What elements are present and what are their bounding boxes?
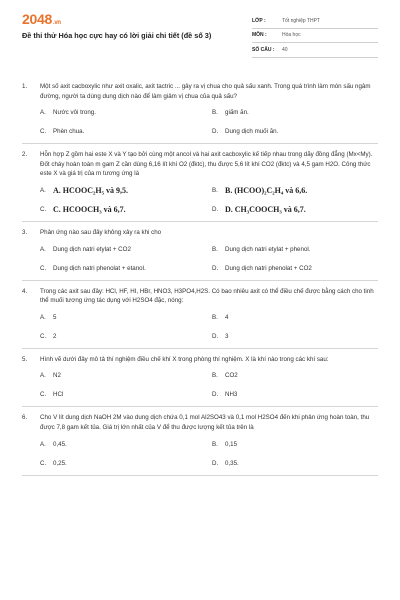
- question-number: 3.: [22, 228, 28, 236]
- question-block: [22, 287, 378, 349]
- question-block: [22, 228, 378, 281]
- option-text: C. HCOOCH₃ và 6,7.: [53, 204, 126, 214]
- option-letter: D.: [212, 332, 219, 340]
- answer-option[interactable]: [212, 332, 384, 342]
- option-text: 0,15: [225, 440, 238, 448]
- question-text: Cho V lít dung dịch NaOH 2M vào dung dịch chứa 0,1 mol Al2SO43 và 0,1 mol H2SO4 đến khi phản ứng hoàn toàn, thu được 7,8 gam kết tủa. Giá trị lớn nhất của V để thu được lượng kết tủa trên là: [40, 414, 370, 431]
- question-number: 1.: [22, 83, 28, 90]
- question-text: Một số axit cacboxylic như axit oxalic, axit tactric ... gây ra vị chua cho quả sấu xanh. Trong quá trình làm món sấu ngâm đường, người ta dùng dung dịch nào để làm giảm vị chua của quả sấu?: [40, 83, 371, 100]
- answer-options: [40, 313, 378, 342]
- option-letter: C.: [40, 332, 47, 340]
- option-letter: A.: [40, 372, 46, 380]
- site-logo[interactable]: [22, 11, 61, 27]
- answer-option[interactable]: [40, 108, 212, 118]
- answer-option[interactable]: [40, 245, 212, 255]
- option-text: 2: [53, 332, 57, 340]
- question-header: [22, 150, 378, 179]
- option-text: B. (HCOO)₂C₂H₄ và 6,6.: [225, 185, 308, 195]
- question-number: 6.: [22, 414, 28, 422]
- question-number: 5.: [22, 355, 28, 363]
- exam-meta: [252, 14, 378, 58]
- answer-option[interactable]: [212, 371, 384, 381]
- answer-option[interactable]: [212, 440, 384, 450]
- option-letter: B.: [212, 245, 218, 253]
- option-text: Dung dịch muối ăn.: [225, 128, 279, 136]
- question-number: 4.: [22, 287, 28, 295]
- question-header: [22, 228, 378, 238]
- answer-option[interactable]: [40, 332, 212, 342]
- option-text: N2: [53, 372, 61, 380]
- option-text: D. CH₃COOCH₃ và 6,7.: [225, 204, 306, 214]
- option-letter: B.: [212, 109, 218, 117]
- question-text: Trong các axit sau đây: HCl, HF, HI, HBr, HNO3, H3PO4,H2S. Có bao nhiêu axit có thể điều chế được bằng cách cho tinh thể muối tương ứng tác dụng với H2SO4 đặc, nóng:: [40, 287, 374, 305]
- answer-options: [40, 186, 378, 215]
- option-text: 3: [225, 332, 229, 340]
- question-block: [22, 82, 378, 144]
- option-text: 4: [225, 313, 229, 321]
- answer-option[interactable]: [40, 371, 212, 381]
- answer-option[interactable]: [40, 390, 212, 400]
- answer-option[interactable]: [40, 459, 212, 469]
- answer-option[interactable]: [40, 313, 212, 323]
- option-text: CO2: [225, 372, 238, 380]
- option-letter: A.: [40, 313, 46, 321]
- answer-option[interactable]: [40, 264, 212, 274]
- answer-option[interactable]: [212, 127, 384, 137]
- answer-option[interactable]: [212, 390, 384, 400]
- option-text: giấm ăn.: [225, 109, 249, 117]
- answer-options: [40, 440, 378, 469]
- option-text: 0,35.: [225, 459, 239, 467]
- question-block: [22, 355, 378, 408]
- meta-value: Tốt nghiệp THPT: [282, 17, 320, 24]
- question-text: Hỗn hợp Z gồm hai este X và Y tạo bởi cùng một ancol và hai axit cacboxylic kế tiếp nhau trong dãy đồng đẳng (Mx<My). Đốt cháy hoàn toàn m gam Z cần dùng 6,16 lít khí O2 (đktc), thu được 5,6 lít khí CO2 (đktc) và 4,5 gam H2O. Công thức este X và giá trị của m tương ứng là: [40, 151, 373, 178]
- option-letter: D.: [212, 391, 219, 399]
- option-text: HCl: [53, 391, 64, 399]
- logo-suffix: .vn: [52, 20, 61, 26]
- answer-option[interactable]: [212, 264, 384, 274]
- question-header: [22, 287, 378, 306]
- option-letter: B.: [212, 440, 218, 448]
- option-letter: C.: [40, 205, 47, 213]
- option-text: Dung dịch natri etylat + phenol.: [225, 245, 311, 253]
- option-letter: C.: [40, 459, 47, 467]
- option-letter: A.: [40, 109, 46, 117]
- question-block: [22, 413, 378, 475]
- answer-option[interactable]: [212, 313, 384, 323]
- option-letter: C.: [40, 391, 47, 399]
- answer-option[interactable]: [212, 205, 384, 215]
- answer-options: [40, 371, 378, 400]
- option-letter: D.: [212, 128, 219, 136]
- option-text: Dung dịch natri phenolat + CO2: [225, 264, 312, 272]
- meta-row-count: [252, 43, 378, 58]
- answer-option[interactable]: [212, 186, 384, 196]
- option-letter: C.: [40, 264, 47, 272]
- question-block: [22, 150, 378, 222]
- answer-options: [40, 108, 378, 137]
- option-letter: D.: [212, 205, 219, 213]
- meta-key: MÔN :: [252, 32, 267, 39]
- meta-key: SỐ CÂU :: [252, 46, 275, 53]
- question-list: [0, 82, 400, 482]
- meta-row-subject: [252, 29, 378, 44]
- option-letter: A.: [40, 440, 46, 448]
- answer-option[interactable]: [40, 186, 212, 196]
- option-text: Phèn chua.: [53, 128, 85, 136]
- question-header: [22, 413, 378, 432]
- logo-text: 2048: [22, 11, 52, 27]
- answer-option[interactable]: [40, 440, 212, 450]
- meta-value: Hóa học: [282, 32, 301, 39]
- answer-option[interactable]: [40, 127, 212, 137]
- question-text: Phản ứng nào sau đây không xảy ra khi cho: [40, 228, 162, 236]
- option-letter: C.: [40, 128, 47, 136]
- option-text: A. HCOOC₂H₅ và 9,5.: [53, 185, 129, 195]
- answer-option[interactable]: [212, 459, 384, 469]
- exam-title: Đề thi thử Hóa học cực hay có lời giải chi tiết (đề số 3): [22, 31, 212, 40]
- question-header: [22, 82, 378, 101]
- meta-key: LỚP :: [252, 17, 266, 24]
- answer-option[interactable]: [40, 205, 212, 215]
- option-letter: A.: [40, 245, 46, 253]
- option-letter: B.: [212, 186, 218, 194]
- option-text: 0,45.: [53, 440, 67, 448]
- option-letter: D.: [212, 264, 219, 272]
- option-letter: B.: [212, 372, 218, 380]
- option-text: NH3: [225, 391, 238, 399]
- option-text: Dung dịch natri phenolat + etanol.: [53, 264, 146, 272]
- option-text: 0,25.: [53, 459, 67, 467]
- meta-row-class: [252, 14, 378, 29]
- question-text: Hình vẽ dưới đây mô tả thí nghiệm điều chế khí X trong phòng thí nghiệm. X là khí nào trong các khí sau:: [40, 355, 329, 363]
- option-text: Dung dịch natri etylat + CO2: [53, 245, 131, 253]
- question-number: 2.: [22, 151, 28, 159]
- answer-option[interactable]: [212, 245, 384, 255]
- option-text: 5: [53, 313, 57, 321]
- option-letter: D.: [212, 459, 219, 467]
- option-letter: A.: [40, 186, 46, 194]
- meta-value: 40: [282, 46, 288, 53]
- question-header: [22, 355, 378, 365]
- option-letter: B.: [212, 313, 218, 321]
- option-text: Nước vôi trong.: [53, 109, 96, 117]
- answer-options: [40, 245, 378, 274]
- answer-option[interactable]: [212, 108, 384, 118]
